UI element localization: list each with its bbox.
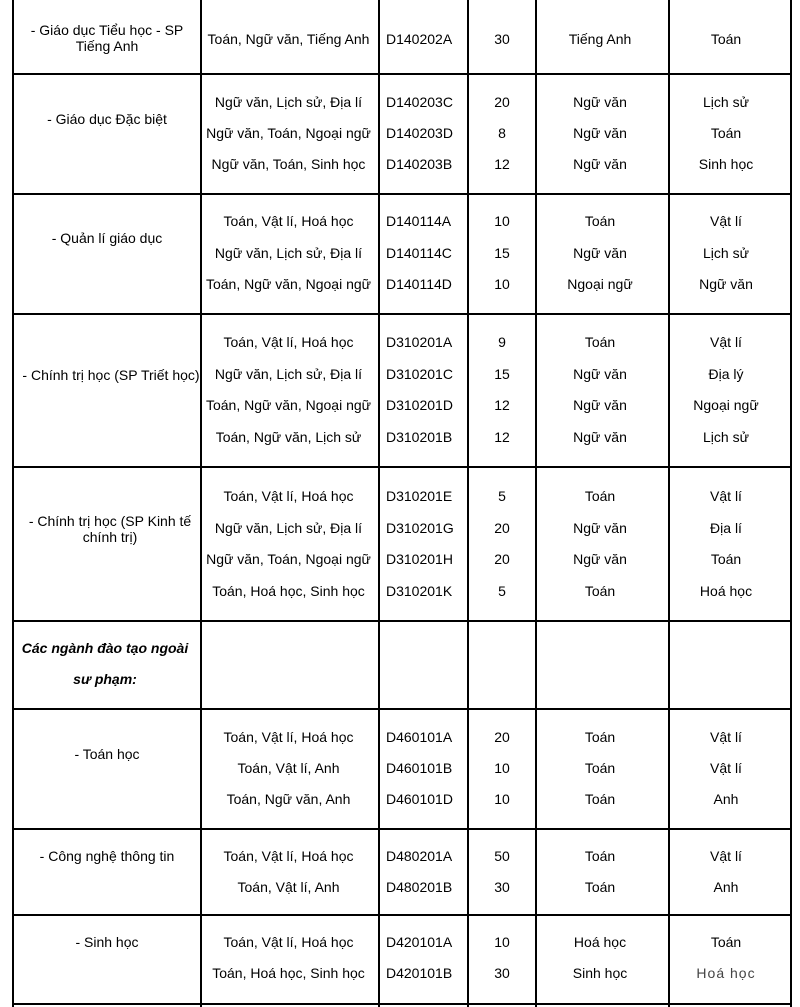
code-cell: D140114D	[386, 276, 452, 292]
row-divider	[12, 193, 792, 195]
secondary-subject-cell: Vật lí	[710, 760, 742, 776]
subjects-cell: Toán, Vật lí, Hoá học	[223, 334, 354, 350]
primary-subject-cell: Toán	[584, 583, 616, 599]
secondary-subject-cell: Địa lý	[708, 366, 744, 382]
quota-cell: 50	[494, 848, 510, 864]
subjects-cell: Toán, Ngữ văn, Ngoại ngữ	[205, 276, 372, 292]
subjects-cell: Ngữ văn, Lịch sử, Địa lí	[214, 94, 363, 110]
secondary-subject-cell: Toán	[710, 31, 742, 47]
quota-cell: 12	[494, 429, 510, 445]
quota-cell: 10	[494, 934, 510, 950]
primary-subject-cell: Ngoại ngữ	[567, 276, 633, 292]
secondary-subject-cell: Vật lí	[710, 213, 742, 229]
major-name: - Sinh học	[75, 934, 139, 950]
row-divider	[12, 1003, 792, 1005]
major-name: - Công nghệ thông tin	[39, 848, 175, 864]
quota-cell: 10	[494, 276, 510, 292]
table-border-left	[12, 0, 14, 1007]
code-cell: D460101B	[386, 760, 453, 776]
primary-subject-cell: Ngữ văn	[573, 125, 627, 141]
row-divider	[12, 466, 792, 468]
code-cell: D140203B	[386, 156, 453, 172]
code-cell: D460101D	[386, 791, 453, 807]
column-divider	[378, 0, 380, 1007]
secondary-subject-cell: Hoá học	[696, 965, 756, 981]
primary-subject-cell: Toán	[584, 760, 616, 776]
quota-cell: 30	[494, 31, 510, 47]
subjects-cell: Toán, Vật lí, Anh	[237, 760, 340, 776]
code-cell: D310201C	[386, 366, 453, 382]
major-name: - Giáo dục Đặc biệt	[47, 111, 167, 127]
secondary-subject-cell: Hoá học	[699, 583, 753, 599]
secondary-subject-cell: Anh	[713, 879, 739, 895]
secondary-subject-cell: Địa lí	[710, 520, 742, 536]
code-cell: D310201D	[386, 397, 453, 413]
code-cell: D310201G	[386, 520, 454, 536]
secondary-subject-cell: Ngữ văn	[699, 276, 753, 292]
subjects-cell: Toán, Ngữ văn, Lịch sử	[215, 429, 362, 445]
section-heading	[12, 633, 198, 695]
subjects-cell: Toán, Ngữ văn, Anh	[226, 791, 351, 807]
section-heading-line: sư phạm:	[73, 671, 137, 687]
code-cell: D310201E	[386, 488, 453, 504]
quota-cell: 8	[498, 125, 506, 141]
quota-cell: 15	[494, 366, 510, 382]
row-divider	[12, 914, 792, 916]
secondary-subject-cell: Sinh học	[698, 156, 754, 172]
row-divider	[12, 708, 792, 710]
secondary-subject-cell: Toán	[710, 934, 742, 950]
secondary-subject-cell: Vật lí	[710, 488, 742, 504]
secondary-subject-cell: Vật lí	[710, 729, 742, 745]
primary-subject-cell: Toán	[584, 213, 616, 229]
primary-subject-cell: Ngữ văn	[573, 94, 627, 110]
subjects-cell: Ngữ văn, Lịch sử, Địa lí	[214, 245, 363, 261]
row-divider	[12, 620, 792, 622]
subjects-cell: Ngữ văn, Toán, Ngoại ngữ	[206, 125, 371, 141]
subjects-cell: Toán, Vật lí, Hoá học	[223, 213, 354, 229]
subjects-cell: Toán, Vật lí, Hoá học	[223, 848, 354, 864]
secondary-subject-cell: Anh	[713, 791, 739, 807]
quota-cell: 30	[494, 965, 510, 981]
code-cell: D310201B	[386, 429, 453, 445]
quota-cell: 20	[494, 729, 510, 745]
subjects-cell: Toán, Vật lí, Hoá học	[223, 934, 354, 950]
primary-subject-cell: Toán	[584, 729, 616, 745]
major-name: - Toán học	[74, 746, 140, 762]
primary-subject-cell: Toán	[584, 334, 616, 350]
primary-subject-cell: Toán	[584, 848, 616, 864]
primary-subject-cell: Toán	[584, 488, 616, 504]
subjects-cell: Ngữ văn, Toán, Sinh học	[211, 156, 366, 172]
subjects-cell: Toán, Ngữ văn, Ngoại ngữ	[205, 397, 372, 413]
primary-subject-cell: Ngữ văn	[573, 551, 627, 567]
subjects-cell: Ngữ văn, Lịch sử, Địa lí	[214, 366, 363, 382]
subjects-cell: Ngữ văn, Lịch sử, Địa lí	[214, 520, 363, 536]
code-cell: D480201B	[386, 879, 453, 895]
subjects-cell: Toán, Vật lí, Hoá học	[223, 488, 354, 504]
primary-subject-cell: Sinh học	[572, 965, 628, 981]
primary-subject-cell: Ngữ văn	[573, 156, 627, 172]
primary-subject-cell: Ngữ văn	[573, 520, 627, 536]
code-cell: D460101A	[386, 729, 453, 745]
quota-cell: 20	[494, 520, 510, 536]
primary-subject-cell: Ngữ văn	[573, 245, 627, 261]
quota-cell: 12	[494, 156, 510, 172]
subjects-cell: Ngữ văn, Toán, Ngoại ngữ	[206, 551, 371, 567]
section-heading-line: Các ngành đào tạo ngoài	[21, 640, 189, 656]
quota-cell: 10	[494, 213, 510, 229]
primary-subject-cell: Ngữ văn	[573, 366, 627, 382]
subjects-cell: Toán, Ngữ văn, Tiếng Anh	[207, 31, 370, 47]
primary-subject-cell: Ngữ văn	[573, 429, 627, 445]
secondary-subject-cell: Lịch sử	[703, 245, 749, 261]
quota-cell: 30	[494, 879, 510, 895]
quota-cell: 20	[494, 551, 510, 567]
primary-subject-cell: Hoá học	[573, 934, 627, 950]
code-cell: D310201K	[386, 583, 453, 599]
quota-cell: 15	[494, 245, 510, 261]
secondary-subject-cell: Toán	[710, 125, 742, 141]
code-cell: D140203D	[386, 125, 453, 141]
code-cell: D140114A	[386, 213, 452, 229]
row-divider	[12, 828, 792, 830]
primary-subject-cell: Toán	[584, 879, 616, 895]
primary-subject-cell: Ngữ văn	[573, 397, 627, 413]
code-cell: D140203C	[386, 94, 453, 110]
major-name: - Chính trị học (SP Kinh tế chính trị)	[28, 513, 192, 545]
secondary-subject-cell: Toán	[710, 551, 742, 567]
quota-cell: 5	[498, 583, 506, 599]
secondary-subject-cell: Vật lí	[710, 848, 742, 864]
subjects-cell: Toán, Vật lí, Anh	[237, 879, 340, 895]
quota-cell: 12	[494, 397, 510, 413]
code-cell: D420101A	[386, 934, 453, 950]
code-cell: D140202A	[386, 31, 453, 47]
code-cell: D480201A	[386, 848, 453, 864]
primary-subject-cell: Toán	[584, 791, 616, 807]
subjects-cell: Toán, Hoá học, Sinh học	[212, 583, 365, 599]
code-cell: D310201H	[386, 551, 453, 567]
quota-cell: 10	[494, 760, 510, 776]
subjects-cell: Toán, Hoá học, Sinh học	[212, 965, 365, 981]
quota-cell: 9	[498, 334, 506, 350]
code-cell: D310201A	[386, 334, 453, 350]
secondary-subject-cell: Ngoại ngữ	[693, 397, 759, 413]
secondary-subject-cell: Lịch sử	[703, 94, 749, 110]
code-cell: D140114C	[386, 245, 452, 261]
major-name: - Giáo dục Tiểu học - SP Tiếng Anh	[30, 22, 184, 54]
quota-cell: 5	[498, 488, 506, 504]
secondary-subject-cell: Vật lí	[710, 334, 742, 350]
primary-subject-cell: Tiếng Anh	[568, 31, 632, 47]
code-cell: D420101B	[386, 965, 453, 981]
secondary-subject-cell: Lịch sử	[703, 429, 749, 445]
subjects-cell: Toán, Vật lí, Hoá học	[223, 729, 354, 745]
table-border-right	[790, 0, 792, 1007]
row-divider	[12, 313, 792, 315]
major-name: - Chính trị học (SP Triết học)	[22, 367, 200, 383]
quota-cell: 20	[494, 94, 510, 110]
major-name: - Quản lí giáo dục	[51, 230, 163, 246]
quota-cell: 10	[494, 791, 510, 807]
row-divider	[12, 73, 792, 75]
